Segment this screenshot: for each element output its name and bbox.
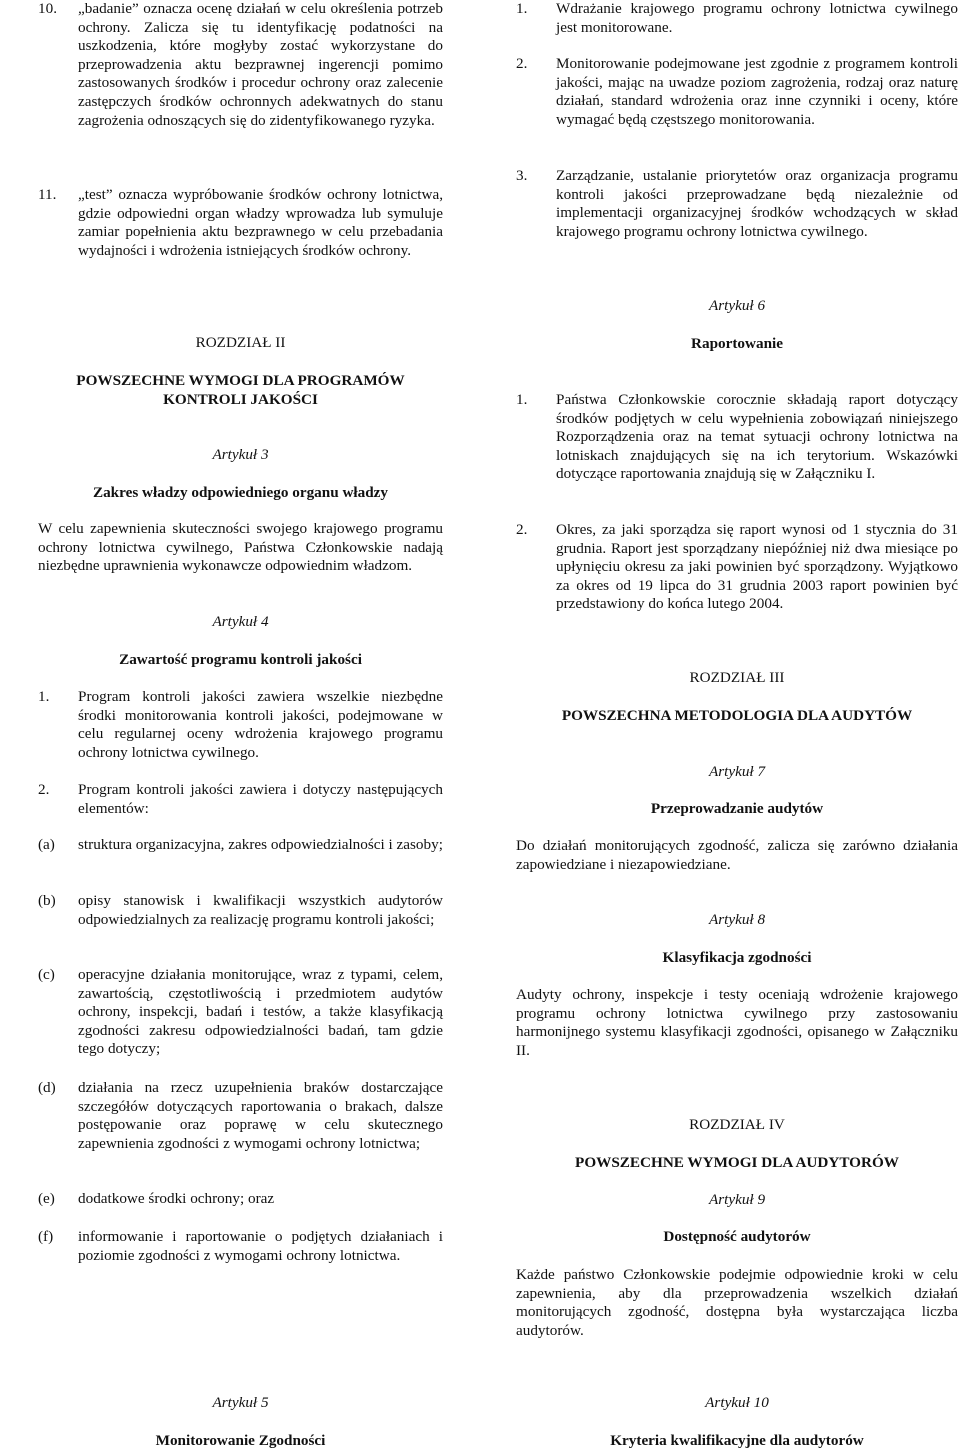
article-paragraph: Do działań monitorujących zgodność, zalicza się zarówno działania zapowiedziane i niezapowiedziane. [516, 837, 958, 873]
list-letter: (f) [38, 1228, 54, 1245]
list-item-f [38, 1228, 443, 1265]
article-title: Monitorowanie Zgodności [155, 1432, 326, 1449]
list-item-a [38, 836, 443, 855]
list-text: działania na rzecz uzupełnienia braków dostarczające szczegółów dotyczących raportowania o brakach, dalsze postępowanie oraz poprawę w celu skutecznego zapewnienia zgodności z wymogami ochrony lotnictwa; [78, 1079, 443, 1152]
chapter-title: POWSZECHNA METODOLOGIA DLA AUDYTÓW [561, 707, 913, 724]
point-text: Program kontroli jakości zawiera i dotyczy następujących elementów: [78, 781, 443, 817]
list-letter: (c) [38, 966, 55, 983]
point-text: Program kontroli jakości zawiera wszelkie niezbędne środki monitorowania kontroli jakości, podejmowane w celu regularnej oceny wdrożenia krajowego programu ochrony lotnictwa cywilnego. [78, 688, 443, 761]
article-paragraph: Audyty ochrony, inspekcje i testy oceniają wdrożenie krajowego programu ochrony lotnictwa cywilnego przy zastosowaniu harmonijnego systemu klasyfikacji zgodności, opisanego w Załączniku II. [516, 986, 958, 1059]
point-number: 1. [516, 0, 528, 17]
point-text: Wdrażanie krajowego programu ochrony lotnictwa cywilnego jest monitorowane. [556, 0, 958, 36]
article-number: Artykuł 10 [705, 1394, 769, 1411]
article-title: Zakres władzy odpowiedniego organu władzy [92, 484, 389, 501]
article-point-2 [516, 521, 958, 614]
chapter-heading: ROZDZIAŁ IV [689, 1116, 785, 1133]
point-number: 1. [516, 391, 528, 408]
chapter-title: POWSZECHNE WYMOGI DLA AUDYTORÓW [575, 1154, 899, 1171]
list-letter: (b) [38, 892, 56, 909]
point-text: Monitorowanie podejmowane jest zgodnie z programem kontroli jakości, mając na uwadze poziom zagrożenia, rodzaj oraz naturę działań, standard wdrożenia oraz inne czynniki i oceny, które wymagać będą częstszego monitorowania. [556, 55, 958, 128]
article-title: Raportowanie [691, 335, 783, 352]
list-item-d [38, 1079, 443, 1153]
list-item-b [38, 892, 443, 929]
article-point-3 [516, 167, 958, 241]
item-text: „test” oznacza wypróbowanie środków ochrony lotnictwa, gdzie odpowiedni organ władzy wprowadza lub symuluje zamiar popełnienia aktu bezprawnego w celu przebadania wydajności i wdrożenia istniejących środków ochrony. [78, 186, 443, 259]
list-letter: (a) [38, 836, 55, 853]
chapter-heading: ROZDZIAŁ II [195, 334, 286, 351]
article-title: Dostępność audytorów [663, 1228, 811, 1245]
point-number: 3. [516, 167, 528, 184]
list-letter: (d) [38, 1079, 56, 1096]
article-number: Artykuł 9 [708, 1191, 766, 1208]
chapter-title-line2: KONTROLI JAKOŚCI [163, 391, 318, 408]
chapter-title-line1: POWSZECHNE WYMOGI DLA PROGRAMÓW [76, 372, 405, 389]
list-item-e [38, 1190, 443, 1209]
point-text: Zarządzanie, ustalanie priorytetów oraz organizacja programu kontroli jakości przeprowadzane będą niezależnie od implementacji organizacyjnej środków wchodzących w skład krajowego programu ochrony lotnictwa cywilnego. [556, 167, 958, 240]
item-number: 10. [38, 0, 57, 17]
list-item-c [38, 966, 443, 1059]
point-text: Okres, za jaki sporządza się raport wynosi od 1 stycznia do 31 grudnia. Raport jest sporządzany niepóźniej niż dwa miesiące po upłynięciu okresu za jaki powinien być sporządzony. Wyjątkowo za okres od 19 lipca do 31 grudnia 2003 raport powinien być przedstawiony do końca lutego 2004. [556, 521, 958, 613]
article-point-1 [516, 0, 958, 37]
article-number: Artykuł 8 [708, 911, 766, 928]
article-point-1 [38, 688, 443, 762]
list-text: opisy stanowisk i kwalifikacji wszystkich audytorów odpowiedzialnych za realizację programu kontroli jakości; [78, 892, 443, 928]
list-text: operacyjne działania monitorujące, wraz z typami, celem, zawartością, częstotliwością i przedmiotem audytów ochrony, inspekcji, badań i testów, a także klasyfikacją zgodności zakresu odpowiedzialności badań, tam gdzie tego dotyczy; [78, 966, 443, 1058]
article-point-2 [38, 781, 443, 818]
article-number: Artykuł 5 [212, 1394, 269, 1411]
chapter-heading: ROZDZIAŁ III [689, 669, 785, 686]
list-text: dodatkowe środki ochrony; oraz [78, 1190, 275, 1207]
point-number: 2. [516, 521, 528, 538]
point-number: 1. [38, 688, 50, 705]
list-text: informowanie i raportowanie o podjętych działaniach i poziomie zgodności z wymogami ochrony lotnictwa. [78, 1228, 443, 1264]
article-paragraph: Każde państwo Członkowskie podejmie odpowiednie kroki w celu zapewnienia, aby dla przeprowadzenia wszelkich działań monitorujących zgodność, dostępna była wystarczająca liczba audytorów. [516, 1266, 958, 1339]
article-number: Artykuł 7 [708, 763, 766, 780]
article-number: Artykuł 6 [708, 297, 766, 314]
definition-item-11 [38, 186, 443, 260]
article-title: Przeprowadzanie audytów [650, 800, 824, 817]
point-number: 2. [38, 781, 50, 798]
point-text: Państwa Członkowskie corocznie składają raport dotyczący środków podjętych w celu wypełnienia zobowiązań niniejszego Rozporządzenia oraz na temat sytuacji ochrony lotnictwa na lotniskach znajdujących się na ich terytorium. Wskazówki dotyczące raportowania znajdują się w Załączniku I. [556, 391, 958, 483]
definition-item-10 [38, 0, 443, 130]
article-point-2 [516, 55, 958, 129]
list-letter: (e) [38, 1190, 55, 1207]
article-number: Artykuł 3 [212, 446, 269, 463]
article-title: Zawartość programu kontroli jakości [119, 651, 362, 668]
article-title: Klasyfikacja zgodności [662, 949, 812, 966]
article-title: Kryteria kwalifikacyjne dla audytorów [610, 1432, 864, 1449]
article-point-1 [516, 391, 958, 484]
article-number: Artykuł 4 [212, 613, 269, 630]
item-number: 11. [38, 186, 57, 203]
point-number: 2. [516, 55, 528, 72]
item-text: „badanie” oznacza ocenę działań w celu określenia potrzeb ochrony. Zalicza się tu identyfikację podatności na uszkodzenia, które mogłyby zostać wykorzystane do przeprowadzenia aktu bezprawnej ingerencji pomimo zastosowanych środków i procedur ochrony oraz zalecenie zastępczych środków ochronnych adekwatnych do stanu zagrożenia odnoszących się do zidentyfikowanego ryzyka. [78, 0, 443, 129]
list-text: struktura organizacyjna, zakres odpowiedzialności i zasoby; [78, 836, 443, 853]
article-paragraph: W celu zapewnienia skuteczności swojego krajowego programu ochrony lotnictwa cywilnego, Państwa Członkowskie nadają niezbędne uprawnienia wykonawcze odpowiednim władzom. [38, 520, 443, 575]
